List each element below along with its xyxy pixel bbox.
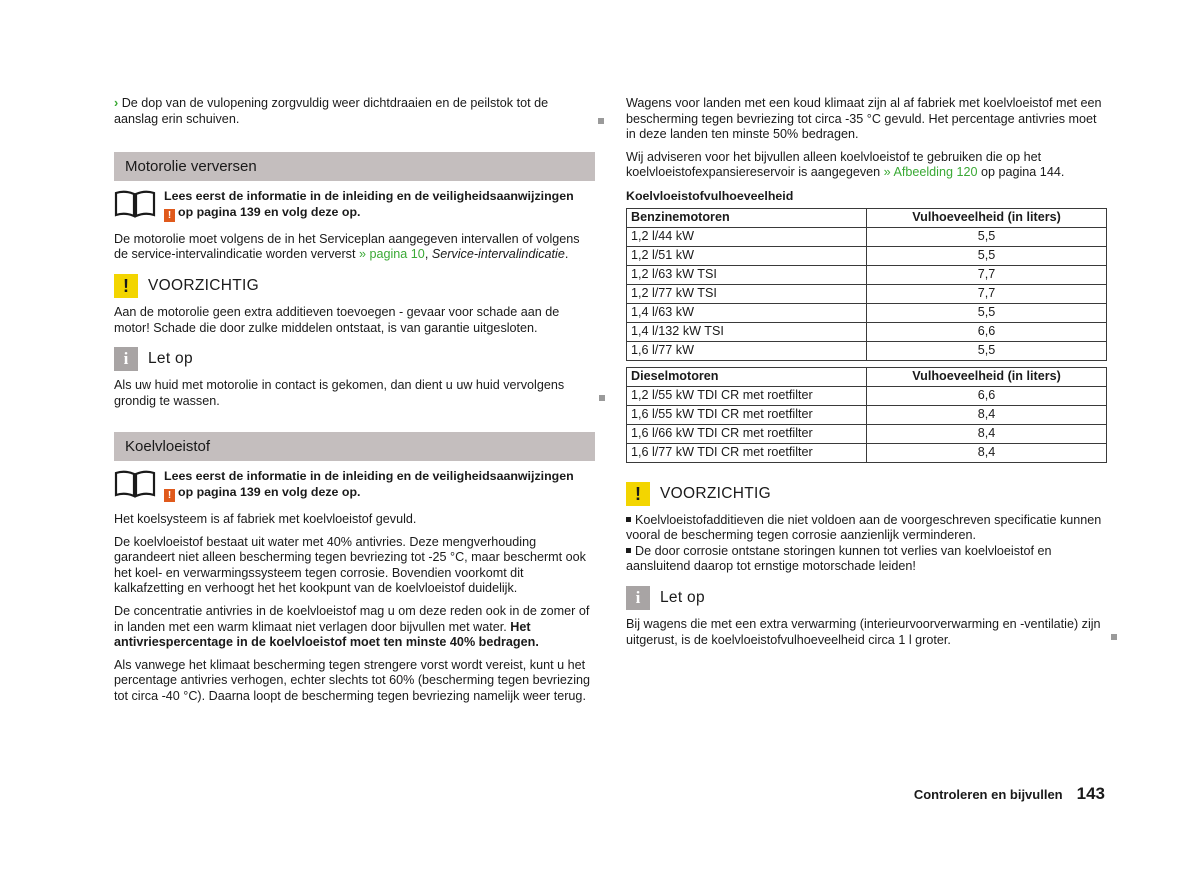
table-row — [627, 284, 1107, 303]
engine-cell: 1,4 l/63 kW — [627, 303, 867, 322]
capacity-cell: 6,6 — [867, 386, 1107, 405]
cold-climate-paragraph — [626, 96, 1107, 143]
page-link[interactable]: » pagina 10 — [358, 247, 425, 262]
capacity-cell: 8,4 — [867, 424, 1107, 443]
note-header — [114, 346, 595, 372]
column-header-engine: Dieselmotoren — [627, 367, 867, 386]
column-header-engine: Benzinemotoren — [627, 208, 867, 227]
page-number: 143 — [1076, 784, 1105, 803]
oil-interval-text: De motorolie moet volgens de in het Serviceplan aangegeven intervallen of volgens de service-intervalindicatie worden ververst — [114, 231, 580, 262]
table-header-row — [627, 208, 1107, 227]
table-row — [627, 246, 1107, 265]
engine-cell: 1,2 l/55 kW TDI CR met roetfilter — [627, 386, 867, 405]
end-mark — [598, 118, 604, 124]
caution-title: VOORZICHTIG — [148, 277, 259, 295]
caution-header-2 — [626, 481, 1107, 507]
capacity-cell: 8,4 — [867, 443, 1107, 462]
table-header-row — [627, 367, 1107, 386]
caution-header — [114, 273, 595, 299]
period: . — [564, 247, 569, 262]
bullet-icon — [626, 548, 631, 553]
left-column — [114, 96, 595, 711]
antifreeze-text: De concentratie antivries in de koelvloeistof mag u om deze reden ook in de zomer of in landen met een warm klimaat niet verlagen door bijvullen met water. — [114, 603, 590, 634]
read-first-block — [114, 189, 595, 222]
end-mark — [1111, 634, 1117, 640]
table-row — [627, 303, 1107, 322]
petrol-capacity-table — [626, 208, 1107, 361]
service-interval-ref: Service-intervalindicatie — [431, 247, 565, 262]
step-arrow-icon: › — [114, 96, 119, 110]
warning-icon: ! — [114, 274, 138, 298]
antifreeze-bold-text: Het antivriespercentage in de koelvloeistof moet ten minste 40% bedragen. — [114, 619, 539, 650]
right-column — [626, 96, 1107, 655]
section-title-koelvloeistof: Koelvloeistof — [114, 432, 595, 461]
intro-paragraph — [114, 96, 595, 127]
antifreeze-concentration-paragraph — [114, 604, 595, 651]
note-header-2 — [626, 585, 1107, 611]
capacity-cell: 5,5 — [867, 303, 1107, 322]
coolant-filled-paragraph: Het koelsysteem is af fabriek met koelvloeistof gevuld. — [114, 511, 417, 526]
oil-interval-paragraph — [114, 232, 595, 263]
warning-ref-icon: ! — [164, 489, 175, 502]
note-text-2: Bij wagens die met een extra verwarming (interieurvoorverwarming en -ventilatie) zijn uitgerust, is de koelvloeistofvulhoeveelheid circa 1 l groter. — [626, 616, 1101, 647]
engine-cell: 1,2 l/77 kW TSI — [627, 284, 867, 303]
table-row — [627, 265, 1107, 284]
engine-cell: 1,2 l/63 kW TSI — [627, 265, 867, 284]
caution-text: Aan de motorolie geen extra additieven toevoegen - gevaar voor schade aan de motor! Schade die door zulke middelen ontstaat, is van garantie uitgesloten. — [114, 304, 560, 335]
engine-cell: 1,6 l/77 kW — [627, 341, 867, 360]
advice-paragraph — [626, 150, 1107, 181]
note-title: Let op — [148, 350, 193, 368]
info-icon: i — [114, 347, 138, 371]
caution-item-1: Koelvloeistofadditieven die niet voldoen aan de voorgeschreven specificatie kunnen vooral de bescherming tegen corrosie aanzienlijk verminderen. — [626, 512, 1102, 543]
intro-text: De dop van de vulopening zorgvuldig weer dichtdraaien en de peilstok tot de aanslag erin schuiven. — [114, 96, 549, 126]
table-row — [627, 227, 1107, 246]
engine-cell: 1,2 l/51 kW — [627, 246, 867, 265]
engine-cell: 1,6 l/66 kW TDI CR met roetfilter — [627, 424, 867, 443]
warning-ref-icon: ! — [164, 209, 175, 222]
table-row — [627, 386, 1107, 405]
comma: , — [424, 247, 429, 262]
note-title-2: Let op — [660, 589, 705, 607]
caution-list — [626, 513, 1107, 575]
book-icon — [114, 469, 156, 499]
table-row — [627, 341, 1107, 360]
read-first-page-2: op pagina 139 en volg deze op. — [178, 484, 361, 499]
capacity-cell: 5,5 — [867, 246, 1107, 265]
coolant-composition-paragraph: De koelvloeistof bestaat uit water met 40% antivries. Deze mengverhouding garandeert niet alleen bescherming tegen bevriezing tot -25 °C, maar beschermt ook het koel- en verwarmingssysteem tegen corrosie. Bovendien voorkomt dit kalkafzetting en verhoogt het het kookpunt van de koelvloeistof duidelijk. — [114, 534, 586, 596]
engine-cell: 1,2 l/44 kW — [627, 227, 867, 246]
table-title: Koelvloeistofvulhoeveelheid — [626, 188, 794, 203]
note-paragraph — [114, 378, 595, 409]
figure-link[interactable]: » Afbeelding 120 — [883, 165, 978, 180]
engine-cell: 1,6 l/55 kW TDI CR met roetfilter — [627, 405, 867, 424]
book-icon — [114, 189, 156, 219]
read-first-text-2 — [164, 469, 574, 502]
bullet-icon — [626, 517, 631, 522]
advice-page: op pagina 144. — [980, 165, 1065, 180]
footer-section-title: Controleren en bijvullen — [913, 787, 1063, 802]
caution-item-2: De door corrosie ontstane storingen kunnen tot verlies van koelvloeistof en aansluitend daarop tot ernstige motorschade leiden! — [626, 543, 1052, 574]
engine-cell: 1,6 l/77 kW TDI CR met roetfilter — [627, 443, 867, 462]
note-text: Als uw huid met motorolie in contact is gekomen, dan dient u uw huid vervolgens grondig te wassen. — [114, 378, 565, 408]
end-mark — [599, 395, 605, 401]
caution-title-2: VOORZICHTIG — [660, 484, 771, 502]
info-icon: i — [626, 586, 650, 610]
note-paragraph-2 — [626, 617, 1107, 648]
read-first-page: op pagina 139 en volg deze op. — [178, 204, 361, 219]
capacity-cell: 7,7 — [867, 284, 1107, 303]
table-row — [627, 405, 1107, 424]
frost-protection-paragraph: Als vanwege het klimaat bescherming tegen strengere vorst wordt vereist, kunt u het percentage antivries verhogen, echter slechts tot 60% (bescherming tegen bevriezing tot circa -40 °C). Daarna loopt de bescherming tegen bevriezing namelijk weer terug. — [114, 657, 591, 703]
read-first-block-2 — [114, 469, 595, 502]
table-row — [627, 322, 1107, 341]
diesel-capacity-table — [626, 367, 1107, 463]
read-first-line-2: Lees eerst de informatie in de inleiding en de veiligheidsaanwijzingen — [164, 469, 574, 484]
column-header-capacity: Vulhoeveelheid (in liters) — [867, 208, 1107, 227]
capacity-cell: 8,4 — [867, 405, 1107, 424]
section-title-motorolie: Motorolie verversen — [114, 152, 595, 181]
capacity-cell: 6,6 — [867, 322, 1107, 341]
capacity-cell: 5,5 — [867, 227, 1107, 246]
table-row — [627, 424, 1107, 443]
read-first-text — [164, 189, 574, 222]
cold-climate-text: Wagens voor landen met een koud klimaat zijn al af fabriek met koelvloeistof met een bescherming tegen bevriezing tot circa -35 °C gevuld. Het percentage antivries moet in deze landen ten minste 50% bedragen. — [626, 96, 1102, 142]
engine-cell: 1,4 l/132 kW TSI — [627, 322, 867, 341]
capacity-cell: 5,5 — [867, 341, 1107, 360]
warning-icon: ! — [626, 482, 650, 506]
read-first-line: Lees eerst de informatie in de inleiding en de veiligheidsaanwijzingen — [164, 189, 574, 204]
page-footer — [914, 786, 1105, 803]
column-header-capacity: Vulhoeveelheid (in liters) — [867, 367, 1107, 386]
table-row — [627, 443, 1107, 462]
capacity-cell: 7,7 — [867, 265, 1107, 284]
advice-text: Wij adviseren voor het bijvullen alleen koelvloeistof te gebruiken die op het koelvloeistofexpansiereservoir is aangegeven — [626, 149, 1042, 180]
